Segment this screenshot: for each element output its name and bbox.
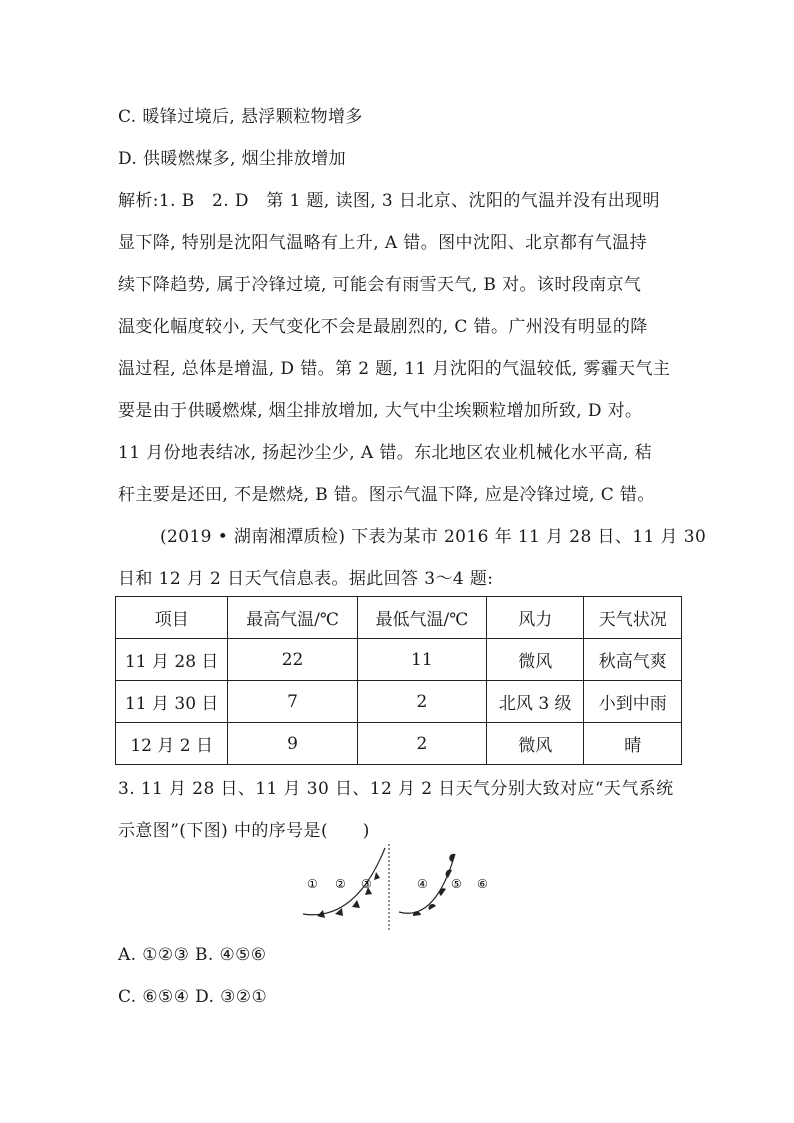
- cold-front-triangle: [352, 900, 360, 908]
- analysis-line-7: 11 月份地表结冰, 扬起沙尘少, A 错。东北地区农业机械化水平高, 秸: [118, 443, 652, 463]
- table-row: [116, 681, 682, 723]
- analysis-line-2: 显下降, 特别是沈阳气温略有上升, A 错。图中沈阳、北京都有气温持: [118, 233, 647, 253]
- table-cell: 微风: [487, 723, 584, 765]
- table-header-cell: 最低气温/℃: [357, 597, 486, 639]
- analysis-line-1: 解析:1. B 2. D 第 1 题, 读图, 3 日北京、沈阳的气温并没有出现明: [118, 191, 660, 211]
- question-intro-line-2: 日和 12 月 2 日天气信息表。据此回答 3～4 题:: [118, 569, 494, 589]
- table-header-cell: 天气状况: [584, 597, 682, 639]
- analysis-line-5: 温过程, 总体是增温, D 错。第 2 题, 11 月沈阳的气温较低, 雾霾天气主: [118, 359, 671, 379]
- front-diagram-svg: [295, 844, 505, 934]
- analysis-line-6: 要是由于供暖燃煤, 烟尘排放增加, 大气中尘埃颗粒增加所致, D 对。: [118, 401, 643, 421]
- table-header-cell: 项目: [116, 597, 228, 639]
- table-cell: 2: [357, 681, 486, 723]
- question-intro-line-1: (2019 • 湖南湘潭质检) 下表为某市 2016 年 11 月 28 日、11 月 30: [160, 527, 707, 547]
- table-cell: 22: [228, 639, 357, 681]
- table-cell: 北风 3 级: [487, 681, 584, 723]
- analysis-line-3: 续下降趋势, 属于冷锋过境, 可能会有雨雪天气, B 对。该时段南京气: [118, 275, 642, 295]
- warm-front-semicircle: [428, 904, 436, 910]
- table-cell: 微风: [487, 639, 584, 681]
- label-2: ②: [335, 877, 346, 891]
- table-cell: 12 月 2 日: [116, 723, 228, 765]
- table-cell: 11: [357, 639, 486, 681]
- question-3-line-2: 示意图”(下图) 中的序号是( ): [118, 821, 370, 841]
- table-header-row: [116, 597, 682, 639]
- options-cd-line: C. ⑥⑤④ D. ③②①: [118, 987, 268, 1007]
- question-3-line-1: 3. 11 月 28 日、11 月 30 日、12 月 2 日天气分别大致对应“天气系统: [118, 779, 674, 799]
- option-d-line: D. 供暖燃煤多, 烟尘排放增加: [118, 149, 347, 169]
- weather-info-table: [115, 596, 682, 765]
- label-6: ⑥: [477, 877, 488, 891]
- table-cell: 9: [228, 723, 357, 765]
- label-4: ④: [417, 877, 428, 891]
- label-1: ①: [307, 877, 318, 891]
- table-cell: 11 月 28 日: [116, 639, 228, 681]
- option-c-line: C. 暖锋过境后, 悬浮颗粒物增多: [118, 107, 363, 127]
- table-header-cell: 最高气温/℃: [228, 597, 357, 639]
- analysis-line-8: 秆主要是还田, 不是燃烧, B 错。图示气温下降, 应是冷锋过境, C 错。: [118, 485, 655, 505]
- table-header-cell: 风力: [487, 597, 584, 639]
- table-cell: 秋高气爽: [584, 639, 682, 681]
- label-5: ⑤: [451, 877, 462, 891]
- label-3: ③: [361, 877, 372, 891]
- table-cell: 11 月 30 日: [116, 681, 228, 723]
- table-cell: 小到中雨: [584, 681, 682, 723]
- table-cell: 晴: [584, 723, 682, 765]
- table-cell: 2: [357, 723, 486, 765]
- table-row: [116, 723, 682, 765]
- cold-front-triangle: [374, 872, 380, 880]
- table-cell: 7: [228, 681, 357, 723]
- analysis-line-4: 温变化幅度较小, 天气变化不会是最剧烈的, C 错。广州没有明显的降: [118, 317, 648, 337]
- weather-system-diagram: [295, 844, 505, 934]
- table-row: [116, 639, 682, 681]
- options-ab-line: A. ①②③ B. ④⑤⑥: [118, 945, 267, 965]
